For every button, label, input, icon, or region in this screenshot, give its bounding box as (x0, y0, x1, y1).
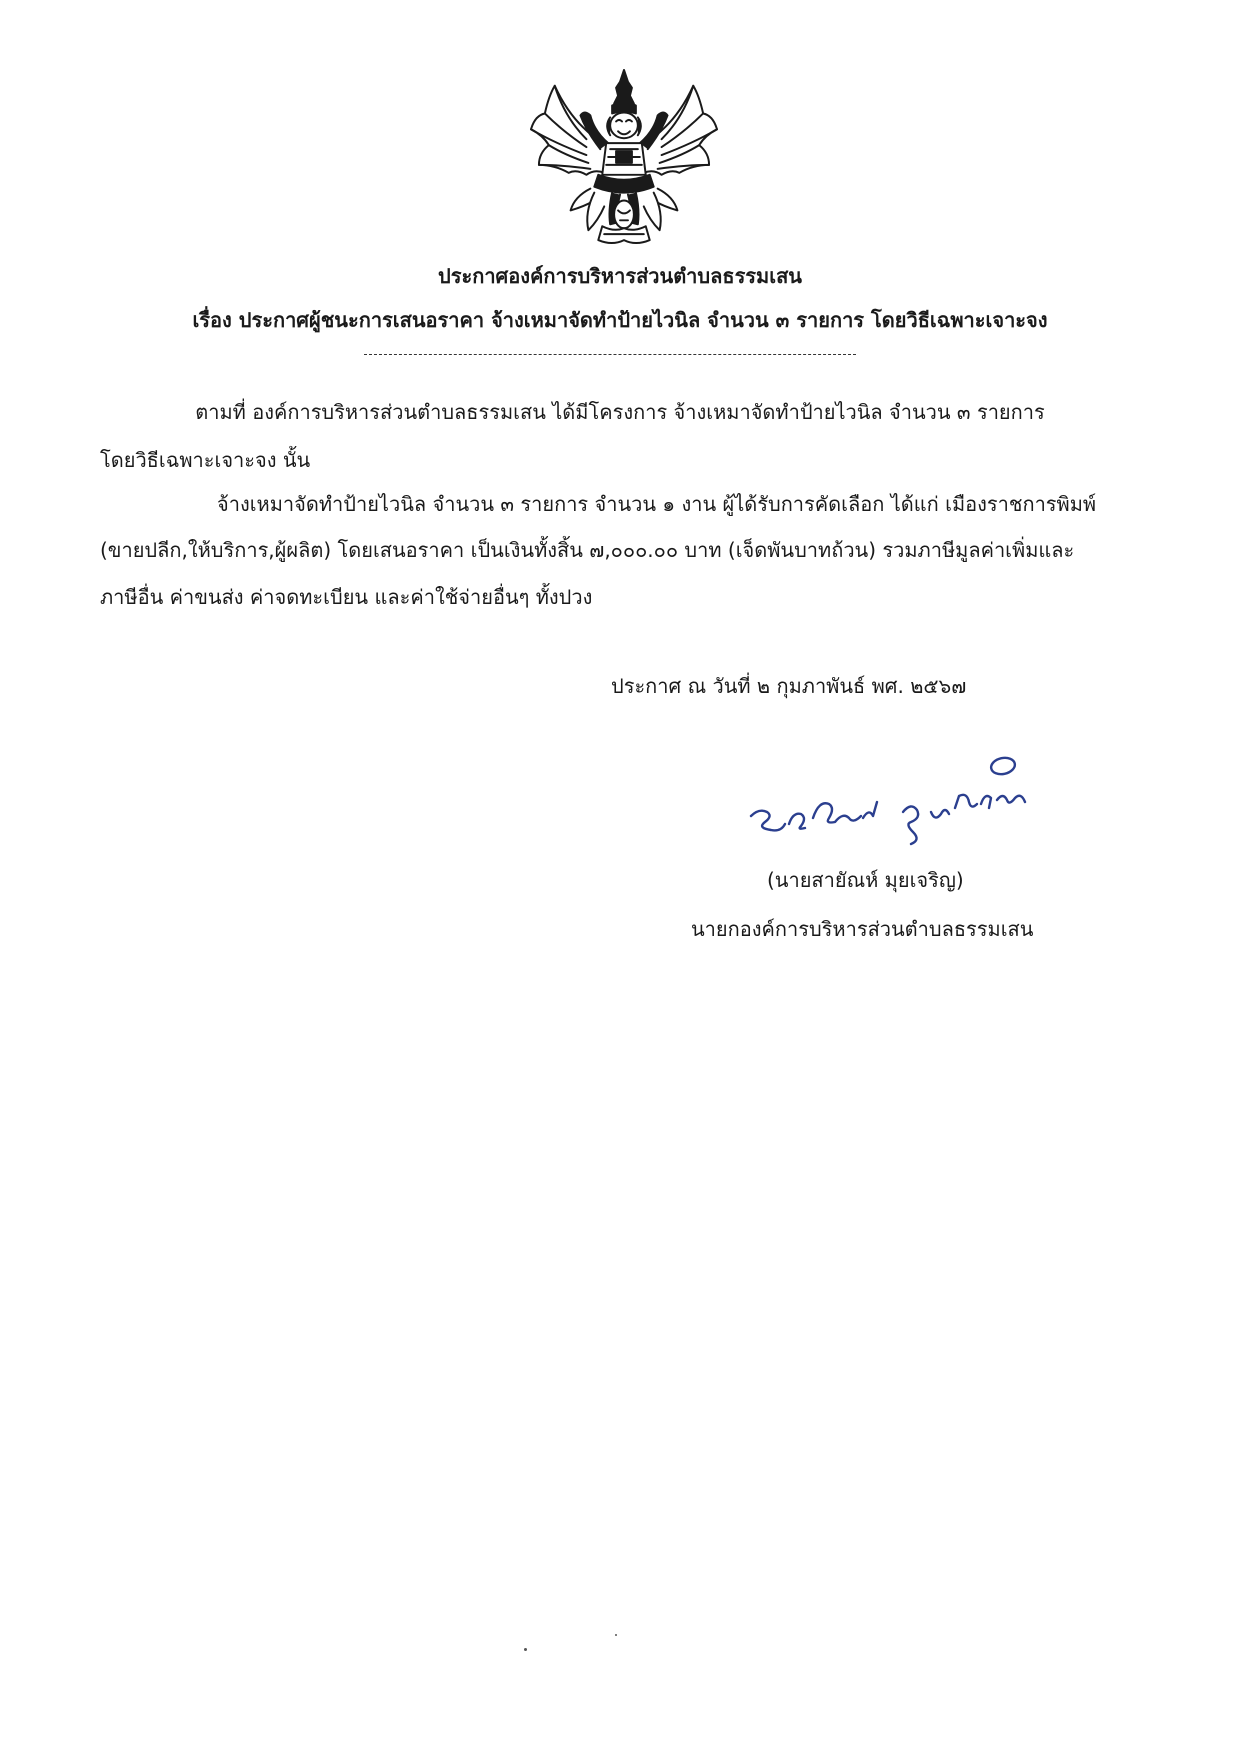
garuda-emblem-icon (525, 66, 723, 248)
scan-speck (524, 1648, 527, 1651)
paragraph-2-line-3: ภาษีอื่น ค่าขนส่ง ค่าจดทะเบียน และค่าใช้จ่ายอื่นๆ ทั้งปวง (100, 585, 593, 609)
scan-speck (615, 1634, 617, 1636)
announcement-subject: เรื่อง ประกาศผู้ชนะการเสนอราคา จ้างเหมาจัดทำป้ายไวนิล จำนวน ๓ รายการ โดยวิธีเฉพาะเจาะจง (192, 308, 1048, 332)
announcement-title: ประกาศองค์การบริหารส่วนตำบลธรรมเสน (438, 264, 802, 288)
paragraph-1-line-2: โดยวิธีเฉพาะเจาะจง นั้น (100, 448, 311, 472)
paragraph-1-line-1: ตามที่ องค์การบริหารส่วนตำบลธรรมเสน ได้มีโครงการ จ้างเหมาจัดทำป้ายไวนิล จำนวน ๓ รายการ (195, 400, 1045, 424)
announcement-date: ประกาศ ณ วันที่ ๒ กุมภาพันธ์ พศ. ๒๕๖๗ (611, 674, 967, 698)
paragraph-2-line-2: (ขายปลีก,ให้บริการ,ผู้ผลิต) โดยเสนอราคา เป็นเงินทั้งสิ้น ๗,๐๐๐.๐๐ บาท (เจ็ดพันบาทถ้วน) รวมภาษีมูลค่าเพิ่มและ (100, 538, 1075, 562)
signer-name: (นายสายัณห์ มุยเจริญ) (767, 868, 964, 892)
paragraph-2-line-1: จ้างเหมาจัดทำป้ายไวนิล จำนวน ๓ รายการ จำนวน ๑ งาน ผู้ได้รับการคัดเลือก ได้แก่ เมืองราชการพิมพ์ (217, 492, 1097, 516)
title-divider (364, 354, 856, 355)
handwritten-signature (745, 752, 1045, 850)
signer-title: นายกองค์การบริหารส่วนตำบลธรรมเสน (691, 917, 1034, 941)
